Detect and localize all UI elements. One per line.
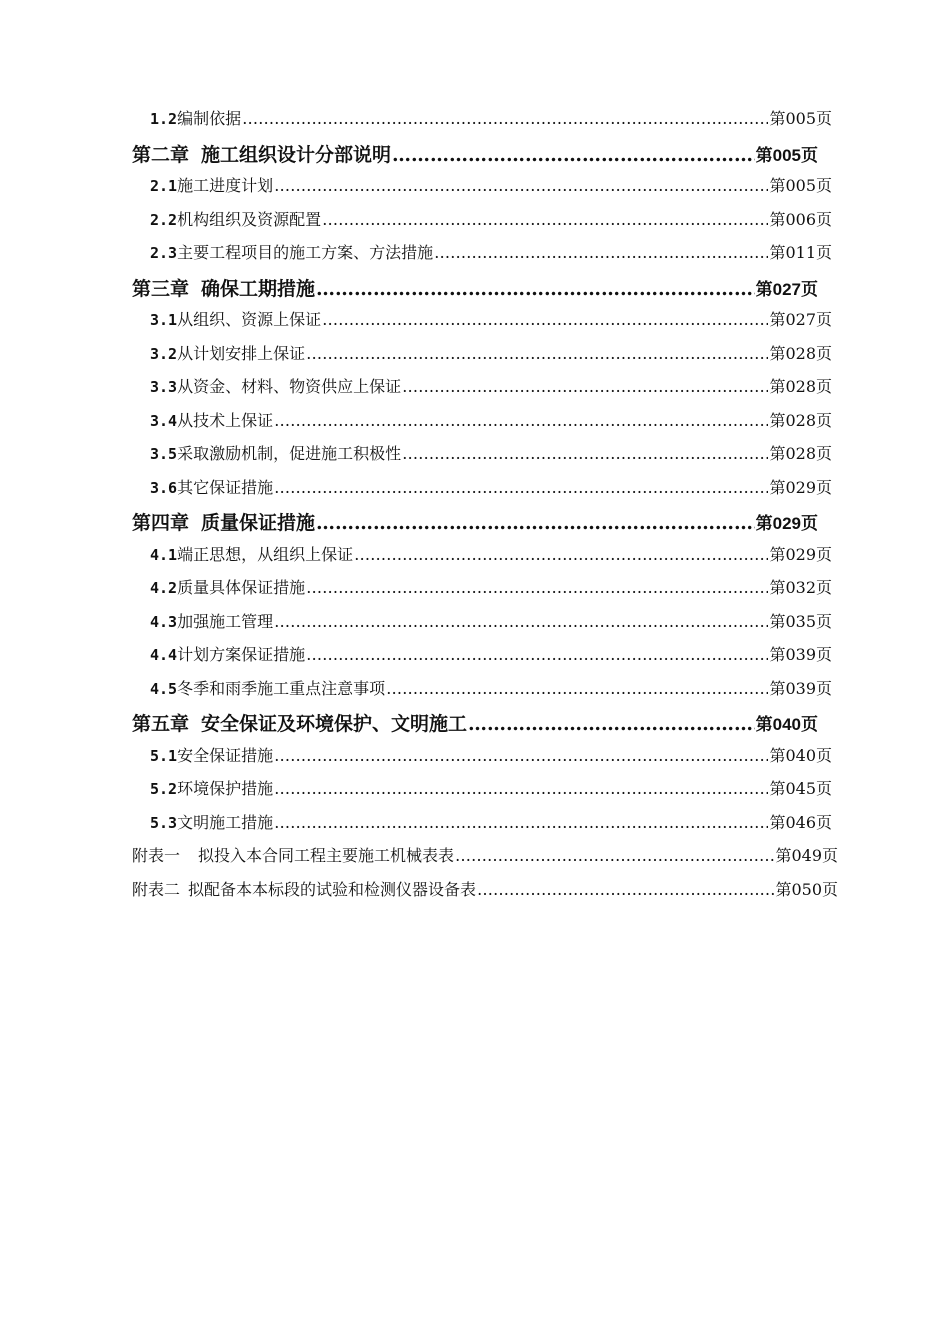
page-number: 第005页 [755,145,818,165]
page-number: 第029页 [769,477,832,497]
section-title: 从组织、资源上保证 [177,310,322,329]
section-title: 从技术上保证 [177,410,274,430]
section-number: 3.4 [150,411,178,430]
toc-entry-section[interactable] [150,408,832,442]
page-number: 第035页 [769,611,832,631]
section-title: 从资金、材料、物资供应上保证 [177,377,402,396]
toc-entry-section[interactable] [150,173,832,207]
page-number: 第045页 [769,779,832,798]
page-number: 第040页 [755,715,818,734]
dot-leader [274,813,768,832]
toc-entry-chapter[interactable] [132,140,818,174]
page-number: 第040页 [769,745,832,765]
page-number: 第039页 [769,678,832,698]
dot-leader [242,109,768,128]
section-title: 采取激励机制，促进施工积极性 [177,444,402,463]
dot-leader [274,478,768,497]
dot-leader [306,645,768,664]
section-title: 机构组织及资源配置 [177,209,322,229]
section-title: 加强施工管理 [177,611,274,631]
section-number: 3.3 [150,378,178,396]
section-number: 4.2 [150,579,178,597]
toc-entry-section[interactable] [150,240,832,274]
dot-leader [322,310,768,329]
section-number: 2.1 [150,177,178,195]
section-number: 5.3 [150,813,178,832]
toc-entry-appendix[interactable] [132,877,838,911]
section-title: 主要工程项目的施工方案、方法措施 [177,243,434,262]
toc-entry-section[interactable] [150,609,832,643]
page-number: 第028页 [769,343,832,363]
page-number: 第028页 [769,444,832,463]
chapter-label: 第四章 [132,512,190,534]
toc-entry-section[interactable] [150,642,832,676]
section-number: 4.5 [150,679,178,698]
dot-leader [468,713,755,735]
section-number: 3.1 [150,311,178,329]
dot-leader [316,512,755,534]
section-title: 环境保护措施 [177,779,274,798]
dot-leader [386,679,768,698]
page-number: 第032页 [769,578,832,597]
appendix-label: 附表一 [132,846,181,865]
page-number: 第046页 [769,812,832,832]
dot-leader [274,612,768,631]
dot-leader [316,278,755,300]
page-number: 第028页 [769,377,832,396]
section-number: 5.2 [150,780,178,798]
section-title: 编制依据 [177,109,242,128]
section-title: 端正思想，从组织上保证 [177,544,354,564]
section-number: 3.5 [150,445,178,463]
toc-entry-chapter[interactable] [132,508,818,542]
dot-leader [274,411,768,430]
dot-leader [477,880,758,899]
toc-entry-section[interactable] [150,776,832,810]
dot-leader [274,176,768,195]
section-title: 质量具体保证措施 [177,578,306,597]
page-number: 第049页 [775,846,838,865]
page-number: 第028页 [769,410,832,430]
dot-leader [402,444,768,463]
toc-entry-section[interactable] [150,106,832,140]
appendix-label: 附表二 [132,879,181,899]
page-number: 第039页 [769,645,832,664]
section-title: 从计划安排上保证 [177,343,306,363]
section-number: 4.4 [150,646,178,664]
toc-entry-section[interactable] [150,542,832,576]
chapter-title: 确保工期措施 [201,277,316,300]
toc-entry-section[interactable] [150,575,832,609]
section-title: 计划方案保证措施 [177,645,306,664]
toc-entry-chapter[interactable] [132,274,818,308]
section-number: 2.3 [150,244,178,262]
toc-entry-section[interactable] [150,441,832,475]
page-number: 第011页 [769,243,832,262]
dot-leader [306,344,768,363]
dot-leader [434,243,768,262]
dot-leader [306,578,768,597]
page-number: 第027页 [755,279,818,299]
page-number: 第005页 [769,109,832,128]
toc-entry-section[interactable] [150,475,832,509]
dot-leader [274,746,768,765]
appendix-title: 拟配备本本标段的试验和检测仪器设备表 [188,879,477,899]
toc-entry-section[interactable] [150,676,832,710]
chapter-title: 质量保证措施 [201,512,316,534]
toc-entry-chapter[interactable] [132,709,818,743]
toc-entry-section[interactable] [150,374,832,408]
dot-leader [322,210,768,229]
section-title: 施工进度计划 [177,176,274,195]
chapter-label: 第三章 [132,277,190,300]
chapter-title: 施工组织设计分部说明 [201,143,392,166]
section-number: 4.1 [150,545,178,564]
page-number: …第050页 [759,879,838,899]
toc-entry-section[interactable] [150,743,832,777]
chapter-label: 第二章 [132,143,190,166]
section-number: 5.1 [150,746,178,765]
appendix-title: 拟投入本合同工程主要施工机械表表 [198,846,455,865]
dot-leader [455,846,774,865]
section-title: 冬季和雨季施工重点注意事项 [177,678,386,698]
toc-entry-appendix[interactable] [132,843,838,877]
page-number: 第029页 [755,514,818,533]
toc-entry-section[interactable] [150,341,832,375]
dot-leader [402,377,768,396]
section-title: 文明施工措施 [177,812,274,832]
page-number: 第029页 [769,544,832,564]
toc-entry-section[interactable] [150,307,832,341]
section-number: 3.2 [150,344,178,363]
table-of-contents [0,106,950,910]
dot-leader [392,144,755,166]
section-number: 1.2 [150,110,178,128]
section-title: 安全保证措施 [177,745,274,765]
section-number: 3.6 [150,478,178,497]
toc-entry-section[interactable] [150,810,832,844]
chapter-label: 第五章 [132,713,190,735]
section-title: 其它保证措施 [177,477,274,497]
section-number: 4.3 [150,612,178,631]
section-number: 2.2 [150,210,178,229]
page-number: 第006页 [769,209,832,229]
toc-entry-section[interactable] [150,207,832,241]
dot-leader [274,779,768,798]
page-number: 第005页 [769,176,832,195]
chapter-title: 安全保证及环境保护、文明施工 [201,713,468,735]
page-number: 第027页 [769,310,832,329]
dot-leader [354,545,768,564]
